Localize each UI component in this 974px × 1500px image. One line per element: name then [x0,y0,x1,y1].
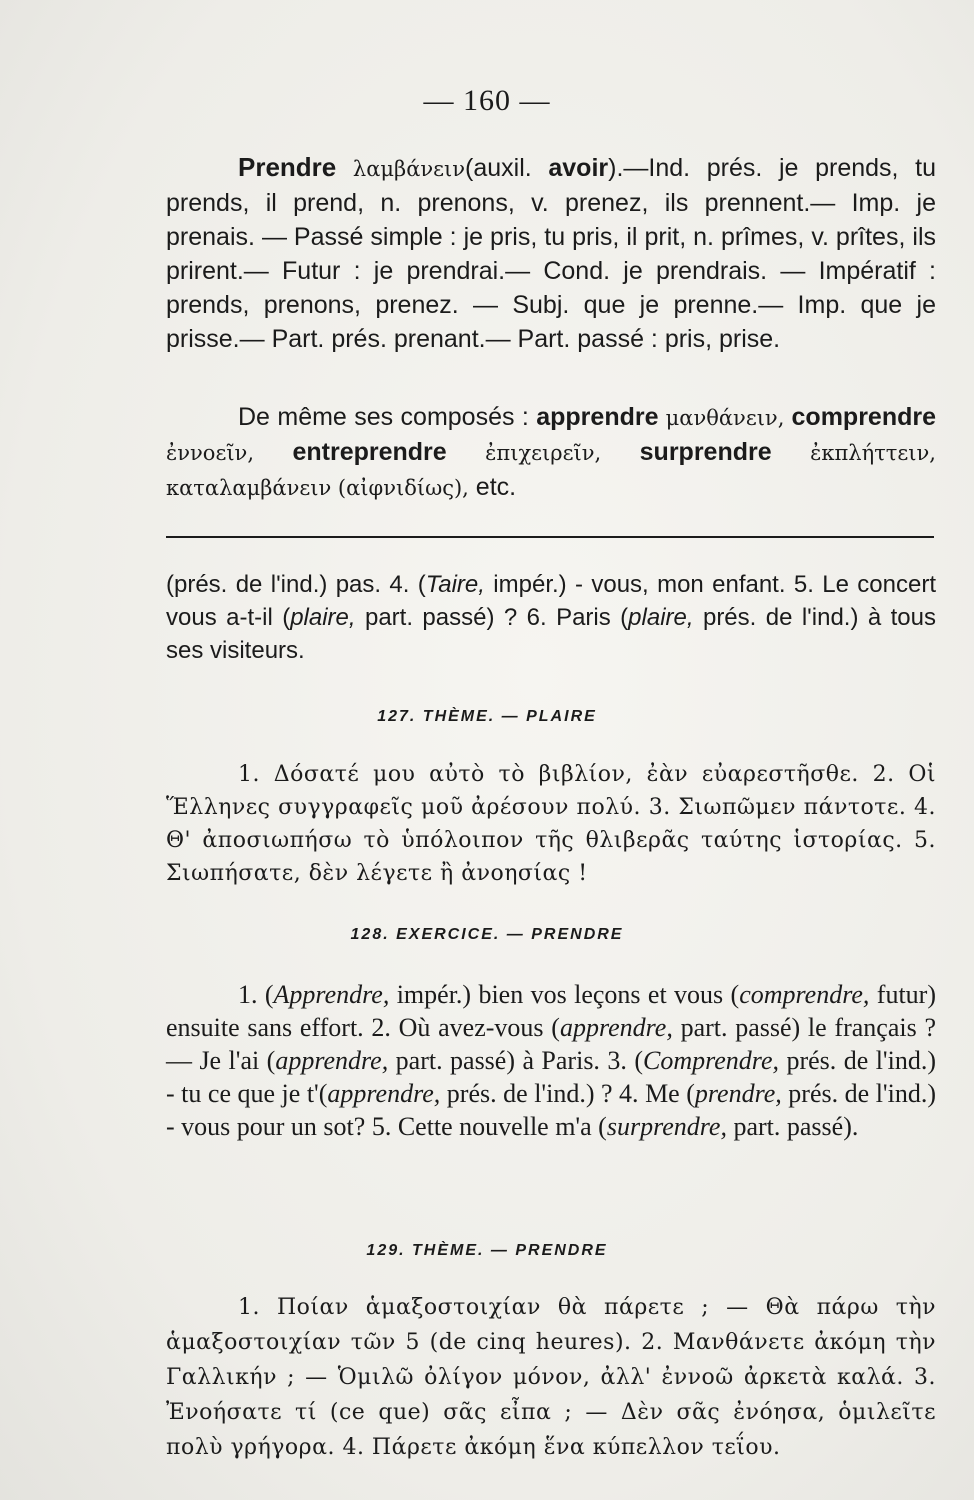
exercise-verb-plaire-2: plaire, [628,604,694,631]
ex128-s2: impér.) bien vos leçons et vous ( [389,980,740,1009]
ex128-verb-8: surprendre, [606,1112,727,1141]
ex128-s3: futur) ensuite sans effort. 2. Où avez-vous ( [166,980,936,1042]
greek-ennoein: ἐννοεῖν, [166,441,293,465]
auxil-avoir: avoir [548,154,609,182]
ex128-verb-3: apprendre, [559,1013,673,1042]
exercise-text-1: (prés. de l'ind.) pas. 4. ( [166,571,426,598]
word-comprendre: comprendre [791,403,936,431]
word-entreprendre: entreprendre [292,438,447,466]
separator-rule [166,536,934,538]
ex128-s6: prés. de l'ind.) - tu ce que je t'( [166,1046,936,1108]
exercise-verb-taire: Taire, [425,571,485,598]
exercise-verb-plaire-1: plaire, [290,604,356,631]
ex128-verb-5: Comprendre, [642,1046,779,1075]
theme-127-paragraph: 1. Δόσατέ μου αὐτὸ τὸ βιβλίον, ἐὰν εὐαρεστῆσθε. 2. Οἱ Ἕλληνες συγγραφεῖς μοῦ ἀρέσουν πολύ. 3. Σιωπῶμεν πάντοτε. 4. Θ' ἀποσιωπήσω τὸ ὑπόλοιπον τῆς θλιβερᾶς ταύτης ἱστορίας. 5. Σιωπήσατε, δὲν λέγετε ἢ ἀνοησίας ! [166,762,936,886]
greek-lambanein: λαμβάνειν [352,157,466,181]
word-surprendre: surprendre [639,438,772,466]
page-number: — 160 — [423,84,551,117]
exercise-text-3: part. passé) ? 6. Paris ( [355,604,629,631]
section-129-text [166,1290,936,1465]
section-128-title: 128. EXERCICE. — PRENDRE [350,926,624,943]
greek-ekplittein: ἐκπλήττειν, καταλαμβάνειν (αἰφνιδίως), [166,441,936,500]
greek-epicheirein: ἐπιχειρεῖν, [446,441,640,465]
composes-paragraph [166,400,936,505]
section-127-title: 127. THÈME. — PLAIRE [377,708,597,725]
ex128-s7: prés. de l'ind.) ? 4. Me ( [440,1079,695,1108]
exercise-text-4: prés. de l'ind.) à tous ses visiteurs. [166,604,936,664]
composes-etc: etc. [468,473,517,501]
word-apprendre: apprendre [536,403,659,431]
auxil-open: (auxil. [465,154,549,182]
exercise-text-2: impér.) - vous, mon enfant. 5. Le concert vous a-t-il ( [166,571,936,631]
section-127-text [166,758,936,890]
ex128-verb-6: apprendre, [327,1079,441,1108]
ex128-s8: prés. de l'ind.) - vous pour un sot? 5. Cette nouvelle m'a ( [166,1079,936,1141]
verb-prendre: Prendre [238,152,337,182]
ex128-s5: part. passé) à Paris. 3. ( [388,1046,643,1075]
ex128-s4: part. passé) le français ? — Je l'ai ( [166,1013,936,1075]
ex128-s9: part. passé). [726,1112,859,1141]
conjugation-text: ).—Ind. prés. je prends, tu prends, il prend, n. prenons, v. prenez, ils prennent.— Imp. je prenais. — Passé simple : je pris, tu pris, il prit, n. prîmes, v. prîtes, ils prirent.— Futur : je prendrai.— Cond. je prendrais. — Impératif : prends, prenons, prenez. — Subj. que je prenne.— Imp. que je prisse.— Part. prés. prenant.— Part. passé : pris, prise. [166,154,936,353]
ex128-verb-2: comprendre, [739,980,870,1009]
section-128-text [166,978,936,1143]
prendre-conjugation [166,150,936,356]
composes-intro: De même ses composés : [238,403,537,431]
exercise-continuation [166,568,936,667]
ex128-verb-7: prendre, [694,1079,782,1108]
section-129-title: 129. THÈME. — PRENDRE [366,1242,608,1259]
ex128-verb-4: apprendre, [275,1046,389,1075]
theme-129-paragraph: 1. Ποίαν ἁμαξοστοιχίαν θὰ πάρετε ; — Θὰ πάρω τὴν ἁμαξοστοιχίαν τῶν 5 (de cinq heures). 2. Μανθάνετε ἀκόμη τὴν Γαλλικήν ; — Ὁμιλῶ ὀλίγον μόνον, ἀλλ' ἐννοῶ ἀρκετὰ καλά. 3. Ἐνοήσατε τί (ce que) σᾶς εἶπα ; — Δὲν σᾶς ἐνόησα, ὁμιλεῖτε πολὺ γρήγορα. 4. Πάρετε ἀκόμη ἕνα κύπελλον τεΐου. [166,1295,936,1460]
greek-manthanein: μανθάνειν, [658,406,792,430]
ex128-verb-1: Apprendre, [273,980,390,1009]
ex128-s1: 1. ( [238,980,274,1009]
